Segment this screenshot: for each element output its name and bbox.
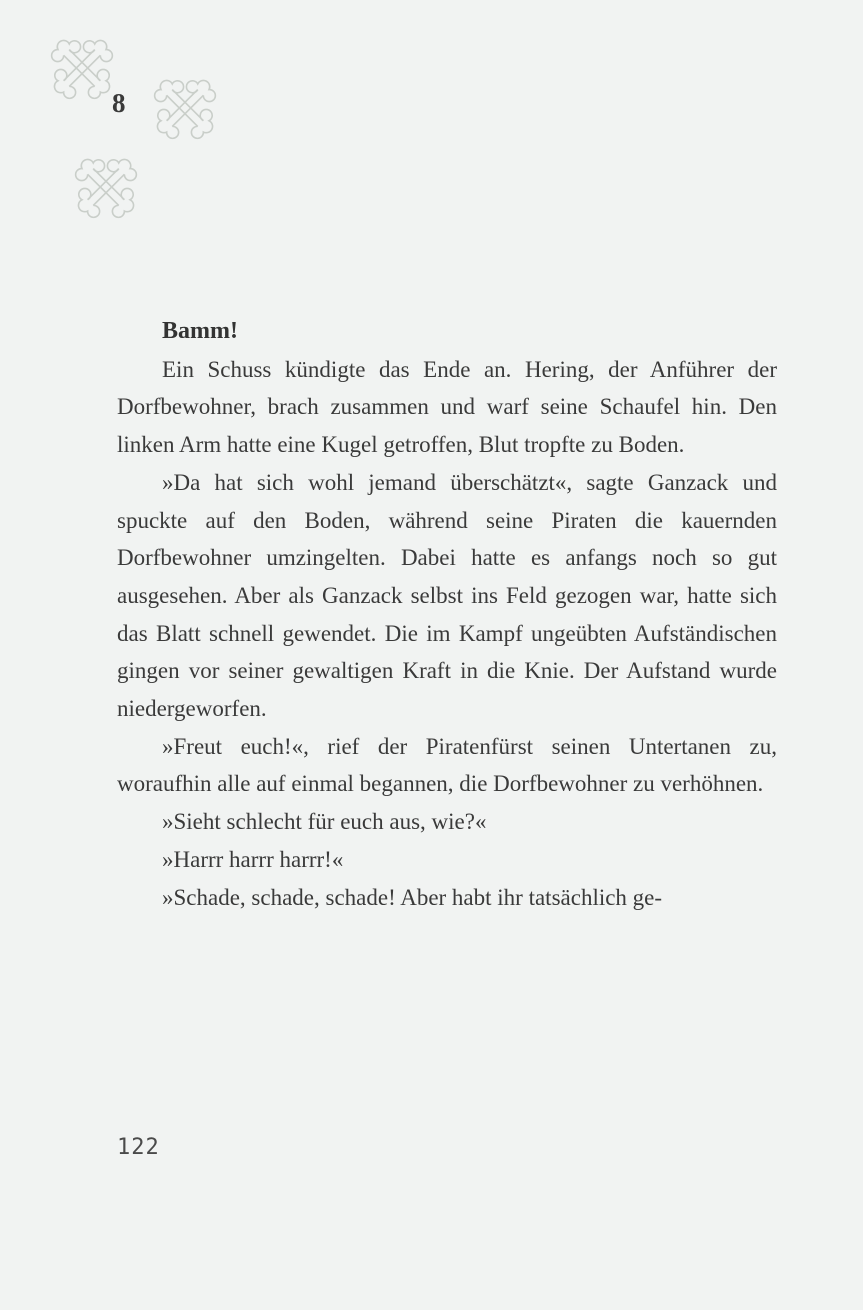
crossed-bones-icon-1 <box>47 33 118 103</box>
paragraph-5: »Harrr harrr harrr!« <box>162 846 344 872</box>
paragraph-3: »Freut euch!«, rief der Piratenfürst seinen Untertanen zu, woraufhin alle auf einmal begannen, die Dorfbewohner zu verhöhnen. <box>117 733 777 797</box>
paragraph-4: »Sieht schlecht für euch aus, wie?« <box>162 809 487 835</box>
section-heading: Bamm! <box>162 318 238 344</box>
body-text <box>117 313 777 916</box>
page-number: 122 <box>117 1135 160 1160</box>
crossed-bones-icon-2 <box>150 73 221 143</box>
paragraph-1: Ein Schuss kündigte das Ende an. Hering, der Anführer der Dorfbewohner, brach zusammen und warf seine Schaufel hin. Den linken Arm hatte eine Kugel getroffen, Blut tropfte zu Boden. <box>117 356 777 458</box>
paragraph-2: »Da hat sich wohl jemand überschätzt«, sagte Ganzack und spuckte auf den Boden, während seine Piraten die kauernden Dorfbewohner umzingelten. Dabei hatte es anfangs noch so gut ausgesehen. Aber als Ganzack selbst ins Feld gezogen war, hatte sich das Blatt schnell gewendet. Die im Kampf ungeübten Aufständischen gingen vor seiner gewaltigen Kraft in die Knie. Der Aufstand wurde niedergeworfen. <box>117 469 777 722</box>
crossed-bones-icon <box>40 20 240 240</box>
crossed-bones-icon-3 <box>71 152 142 222</box>
chapter-number: 8 <box>112 88 126 118</box>
paragraph-6: »Schade, schade, schade! Aber habt ihr tatsächlich ge- <box>162 884 663 910</box>
